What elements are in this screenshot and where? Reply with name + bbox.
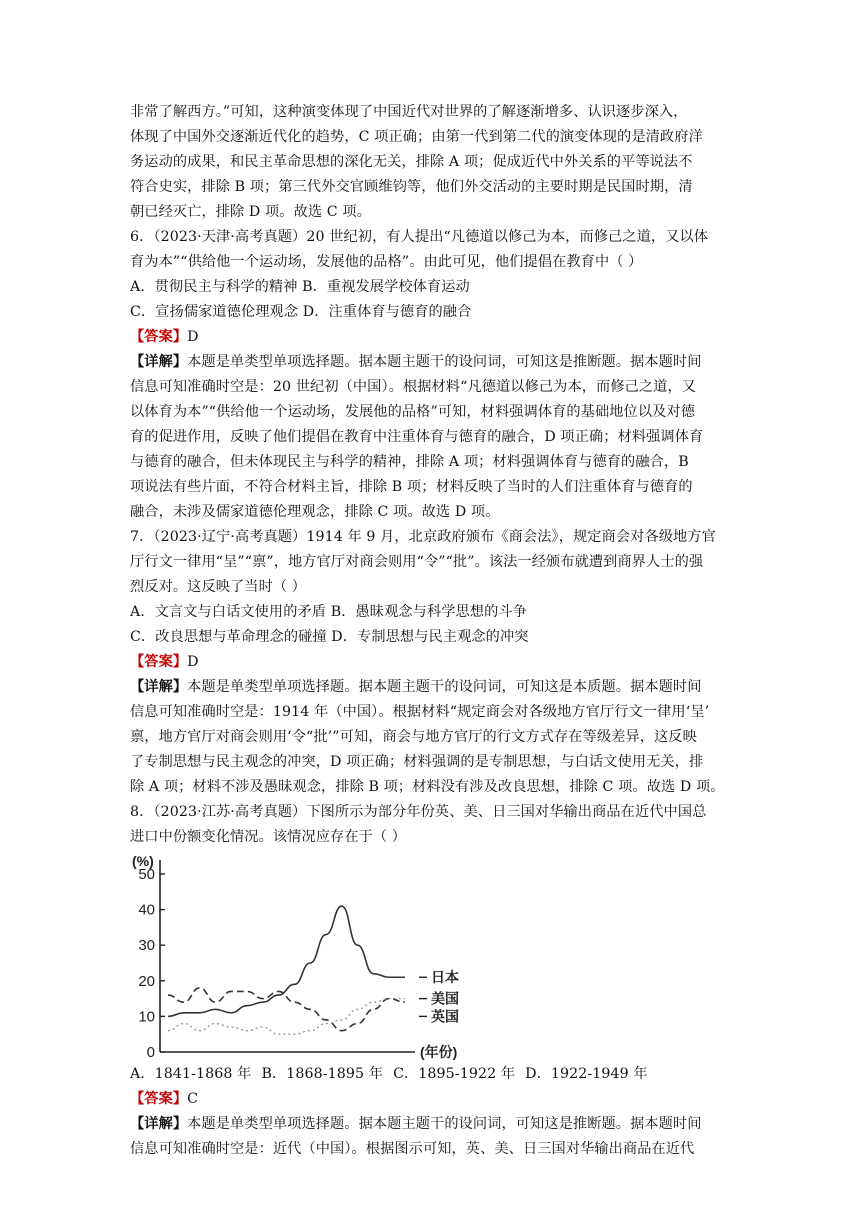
question-7 xyxy=(130,525,736,800)
detail-paragraph xyxy=(130,1112,736,1162)
text-line xyxy=(130,475,736,500)
question-options xyxy=(130,275,736,325)
y-tick-label: 50 xyxy=(138,866,155,883)
detail-label: 【详解】 xyxy=(130,679,188,695)
text-line xyxy=(130,500,736,525)
text-content: 7．（2023·辽宁·高考真题）1914 年 9 月，北京政府颁布《商会法》，规定商会对各级地方官 xyxy=(130,529,716,545)
answer-line xyxy=(130,1087,736,1112)
text-content: 以体育为本”“供给他一个运动场，发展他的品格”可知，材料强调体育的基础地位以及对德 xyxy=(130,404,695,420)
text-content: 信息可知准确时空是：近代（中国）。根据图示可知，英、美、日三国对华输出商品在近代 xyxy=(130,1141,695,1157)
text-line xyxy=(130,275,736,300)
text-line xyxy=(130,250,736,275)
answer-value: C xyxy=(187,1091,199,1107)
option-A: A．1841-1868 年 xyxy=(130,1066,252,1082)
text-line xyxy=(130,675,736,700)
text-line xyxy=(130,300,736,325)
text-content: 育为本”“供给他一个运动场，发展他的品格”。由此可见，他们提倡在教育中（ ） xyxy=(130,254,643,270)
question-8 xyxy=(130,800,736,1162)
question-6 xyxy=(130,225,736,525)
detail-paragraph xyxy=(130,675,736,800)
text-content: C．宣扬儒家道德伦理观念 D．注重体育与德育的融合 xyxy=(130,304,472,320)
series-line-0 xyxy=(168,906,405,1016)
option-C: C．1895-1922 年 xyxy=(393,1066,516,1082)
text-content: 育的促进作用，反映了他们提倡在教育中注重体育与德育的融合，D 项正确；材料强调体育 xyxy=(130,429,704,445)
text-line xyxy=(130,350,736,375)
text-content: 本题是单类型单项选择题。据本题主题干的设问词，可知这是推断题。据本题时间 xyxy=(187,354,702,370)
text-content: 6．（2023·天津·高考真题）20 世纪初，有人提出“凡德道以修己为本，而修己之道，又以体 xyxy=(130,229,709,245)
text-content: 8．（2023·江苏·高考真题）下图所示为部分年份英、美、日三国对华输出商品在近代中国总 xyxy=(130,804,707,820)
text-content: 厅行文一律用“呈”“禀”，地方官厅对商会则用“令”“批”。该法一经颁布就遭到商界人士的强 xyxy=(130,554,704,570)
trade-share-chart xyxy=(130,852,736,1062)
legend-label: 英国 xyxy=(431,1009,459,1026)
text-line xyxy=(130,825,736,850)
question-options xyxy=(130,600,736,650)
text-content: A．文言文与白话文使用的矛盾 B．愚昧观念与科学思想的斗争 xyxy=(130,604,527,620)
text-content: 信息可知准确时空是：20 世纪初（中国）。根据材料“凡德道以修己为本，而修己之道，又 xyxy=(130,379,697,395)
text-content: 朝已经灭亡，排除 D 项。故选 C 项。 xyxy=(130,204,371,220)
legend-label: 美国 xyxy=(431,991,459,1008)
text-content: 体现了中国外交逐渐近代化的趋势，C 项正确；由第一代到第二代的演变体现的是清政府洋 xyxy=(130,129,703,145)
text-line xyxy=(130,425,736,450)
text-line xyxy=(130,100,736,125)
text-content: 符合史实，排除 B 项；第三代外交官顾维钧等，他们外交活动的主要时期是民国时期，清 xyxy=(130,179,693,195)
text-content: 项说法有些片面，不符合材料主旨，排除 B 项；材料反映了当时的人们注重体育与德育的 xyxy=(130,479,693,495)
text-content: A．贯彻民主与科学的精神 B．重视发展学校体育运动 xyxy=(130,279,470,295)
text-line xyxy=(130,575,736,600)
text-content: 进口中份额变化情况。该情况应存在于（ ） xyxy=(130,829,407,845)
text-content: 禀，地方官厅对商会则用‘令“批’”可知，商会与地方官厅的行文方式存在等级差异，这反映 xyxy=(130,729,697,745)
answer-label: 【答案】 xyxy=(130,654,188,670)
text-line xyxy=(130,375,736,400)
text-content: 本题是单类型单项选择题。据本题主题干的设问词，可知这是推断题。据本题时间 xyxy=(187,1116,702,1132)
line-chart xyxy=(130,852,480,1062)
text-line xyxy=(130,175,736,200)
answer-label: 【答案】 xyxy=(130,329,188,345)
option-D: D．1922-1949 年 xyxy=(525,1066,648,1082)
text-content: 融合，未涉及儒家道德伦理观念，排除 C 项。故选 D 项。 xyxy=(130,504,500,520)
text-content: C．改良思想与革命理念的碰撞 D．专制思想与民主观念的冲突 xyxy=(130,629,529,645)
text-line xyxy=(130,450,736,475)
text-line xyxy=(130,400,736,425)
y-tick-label: 30 xyxy=(138,937,155,955)
answer-value: D xyxy=(187,329,199,345)
x-axis-label: (年份) xyxy=(420,1044,458,1060)
intro-paragraph xyxy=(130,100,736,225)
document-page xyxy=(130,100,736,1162)
y-axis-label: (%) xyxy=(132,853,154,869)
text-line xyxy=(130,225,736,250)
detail-paragraph xyxy=(130,350,736,525)
question-stem xyxy=(130,225,736,275)
text-line xyxy=(130,625,736,650)
answer-value: D xyxy=(187,654,199,670)
text-content: 信息可知准确时空是：1914 年（中国）。根据材料“规定商会对各级地方官厅行文一律用‘呈’ xyxy=(130,704,710,720)
text-content: 除 A 项；材料不涉及愚昧观念，排除 B 项；材料没有涉及改良思想，排除 C 项。故选 D 项。 xyxy=(130,779,725,795)
y-tick-label: 0 xyxy=(146,1044,155,1061)
detail-label: 【详解】 xyxy=(130,1116,188,1132)
text-line xyxy=(130,125,736,150)
text-line xyxy=(130,1137,736,1162)
y-tick-label: 20 xyxy=(138,972,155,990)
legend-label: 日本 xyxy=(431,970,459,987)
text-content: 务运动的成果，和民主革命思想的深化无关，排除 A 项；促成近代中外关系的平等说法不 xyxy=(130,154,693,170)
question-options xyxy=(130,1062,736,1087)
detail-label: 【详解】 xyxy=(130,354,188,370)
text-content: 非常了解西方。”可知，这种演变体现了中国近代对世界的了解逐渐增多、认识逐步深入， xyxy=(130,104,688,120)
y-tick-label: 10 xyxy=(138,1008,155,1026)
answer-label: 【答案】 xyxy=(130,1091,188,1107)
answer-line xyxy=(130,650,736,675)
text-line xyxy=(130,1112,736,1137)
option-B: B．1868-1895 年 xyxy=(261,1066,384,1082)
text-line xyxy=(130,750,736,775)
text-line xyxy=(130,725,736,750)
text-line xyxy=(130,550,736,575)
text-content: 与德育的融合，但未体现民主与科学的精神，排除 A 项；材料强调体育与德育的融合，B xyxy=(130,454,689,470)
series-line-1 xyxy=(168,988,405,1031)
text-line xyxy=(130,775,736,800)
text-line xyxy=(130,600,736,625)
text-content: 本题是单类型单项选择题。据本题主题干的设问词，可知这是本质题。据本题时间 xyxy=(187,679,702,695)
question-stem xyxy=(130,800,736,850)
y-tick-label: 40 xyxy=(138,901,155,919)
text-content: 烈反对。这反映了当时（ ） xyxy=(130,579,307,595)
text-line xyxy=(130,525,736,550)
text-line xyxy=(130,200,736,225)
text-line xyxy=(130,150,736,175)
text-line xyxy=(130,800,736,825)
question-stem xyxy=(130,525,736,600)
series-line-2 xyxy=(168,999,405,1035)
answer-line xyxy=(130,325,736,350)
text-content: 了专制思想与民主观念的冲突，D 项正确；材料强调的是专制思想，与白话文使用无关，排 xyxy=(130,754,704,770)
text-line xyxy=(130,700,736,725)
